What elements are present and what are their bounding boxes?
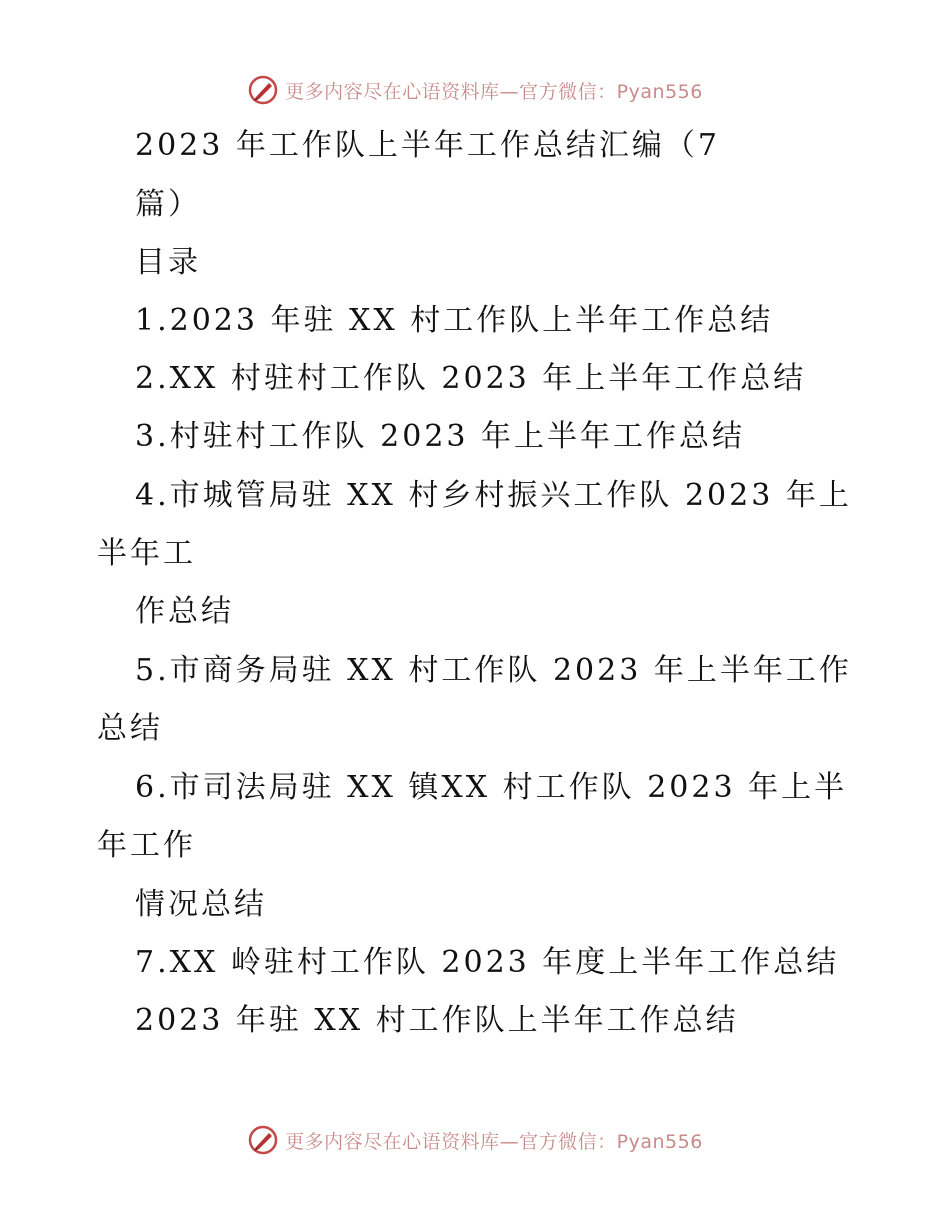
section-title: 2023 年驻 XX 村工作队上半年工作总结 — [135, 1003, 739, 1038]
toc-item: 5.市商务局驻 XX 村工作队 2023 年上半年工作 — [135, 653, 852, 688]
document-title-line-2: 篇） — [135, 187, 201, 222]
toc-item: 4.市城管局驻 XX 村乡村振兴工作队 2023 年上 — [135, 478, 852, 513]
toc-item-continuation: 情况总结 — [135, 887, 267, 922]
pen-logo-icon — [247, 1124, 279, 1156]
toc-item-continuation: 半年工 — [97, 536, 196, 571]
toc-item: 6.市司法局驻 XX 镇XX 村工作队 2023 年上半 — [135, 770, 848, 805]
toc-item: 3.村驻村工作队 2023 年上半年工作总结 — [135, 419, 746, 454]
toc-item-continuation: 年工作 — [97, 828, 196, 863]
header-banner — [0, 70, 950, 110]
toc-item-continuation: 作总结 — [135, 594, 234, 629]
toc-item: 7.XX 岭驻村工作队 2023 年度上半年工作总结 — [135, 945, 840, 980]
document-title-line-1: 2023 年工作队上半年工作总结汇编（7 — [135, 128, 720, 163]
toc-heading: 目录 — [135, 245, 201, 280]
toc-item-continuation: 总结 — [97, 711, 163, 746]
toc-item: 1.2023 年驻 XX 村工作队上半年工作总结 — [135, 303, 774, 338]
toc-item: 2.XX 村驻村工作队 2023 年上半年工作总结 — [135, 361, 807, 396]
footer-banner — [0, 1120, 950, 1160]
header-banner-text: 更多内容尽在心语资料库—官方微信：Pyan556 — [285, 80, 703, 103]
footer-banner-text: 更多内容尽在心语资料库—官方微信：Pyan556 — [285, 1130, 703, 1153]
pen-logo-icon — [247, 74, 279, 106]
